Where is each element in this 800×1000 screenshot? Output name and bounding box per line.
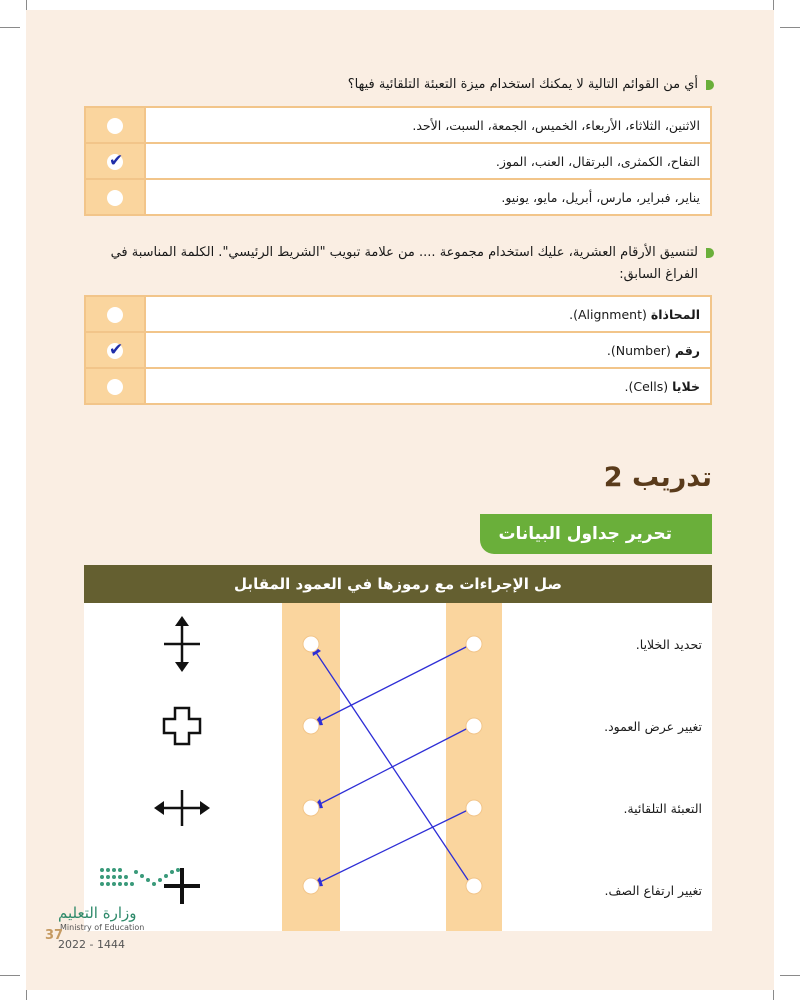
action-label: تغيير عرض العمود. [604,719,702,734]
radio-empty-icon[interactable] [107,190,123,206]
crop-mark [773,0,774,10]
radio-cell[interactable] [85,332,145,368]
connection-lines [311,644,472,887]
crop-mark [26,0,27,10]
radio-empty-icon[interactable] [107,379,123,395]
connector-dot [466,718,482,734]
white-cross-cursor-icon [164,708,200,744]
crop-mark [0,27,20,28]
crop-mark [26,990,27,1000]
bullet-icon [706,248,714,258]
bullet-icon [706,80,714,90]
radio-checked-icon[interactable] [107,151,124,171]
option-rest: (Number). [606,342,675,358]
crop-mark [0,975,20,976]
page-number: 37 [45,928,64,943]
question-2-line-1: لتنسيق الأرقام العشرية، عليك استخدام مجموعة .... من علامة تبويب "الشريط الرئيسي". الكلمة المناسبة في [110,245,698,260]
horizontal-resize-arrow-icon [154,790,210,826]
connection-line [315,651,472,886]
ministry-name-ar: وزارة التعليم [58,904,137,922]
connection-line [318,808,472,883]
connector-dot [303,800,319,816]
connector-dot [303,718,319,734]
option-rest: (Cells). [624,378,673,394]
radio-cell[interactable] [85,143,145,179]
option-text: يناير، فبراير، مارس، أبريل، مايو، يونيو. [145,179,711,215]
ministry-logo-icon [98,864,198,900]
question-2 [84,242,714,286]
crop-mark [780,975,800,976]
connection-line [318,644,472,722]
option-rest: (Alignment). [569,306,651,322]
crop-mark [780,27,800,28]
radio-cell[interactable] [85,368,145,404]
radio-empty-icon[interactable] [107,118,123,134]
option-row[interactable] [85,296,711,332]
option-row[interactable] [85,107,711,143]
connector-dot [466,800,482,816]
option-row[interactable] [85,332,711,368]
matching-header: صل الإجراءات مع رموزها في العمود المقابل [84,565,712,603]
option-row[interactable] [85,368,711,404]
connector-dot [466,878,482,894]
section-banner: تحرير جداول البيانات [480,514,712,554]
option-row[interactable] [85,143,711,179]
radio-cell[interactable] [85,179,145,215]
option-text [145,368,711,404]
exercise-title: تدريب 2 [603,462,712,493]
option-text: التفاح، الكمثرى، البرتقال، العنب، الموز. [145,143,711,179]
vertical-resize-arrow-icon [164,616,200,672]
radio-empty-icon[interactable] [107,307,123,323]
question-1 [348,74,714,96]
connector-dot [303,878,319,894]
ministry-name-en: Ministry of Education [60,923,145,932]
action-label: تغيير ارتفاع الصف. [604,883,702,898]
radio-checked-icon[interactable] [107,340,124,360]
option-row[interactable] [85,179,711,215]
question-2-options [84,295,712,405]
option-text [145,296,711,332]
connector-dot [466,636,482,652]
radio-cell[interactable] [85,107,145,143]
option-bold: رقم [674,342,700,358]
action-label: التعبئة التلقائية. [623,801,702,816]
question-2-line-2: الفراغ السابق: [619,267,698,282]
question-1-options [84,106,712,216]
connection-line [318,726,472,805]
checkmark-icon: ✔ [109,340,124,360]
option-text [145,332,711,368]
checkmark-icon: ✔ [109,151,124,171]
option-bold: المحاذاة [650,306,700,322]
action-label: تحديد الخلايا. [635,637,702,652]
edition-year: 2022 - 1444 [58,938,125,951]
crop-mark [773,990,774,1000]
option-bold: خلايا [672,378,700,394]
connector-dot [303,636,319,652]
question-1-text: أي من القوائم التالية لا يمكنك استخدام ميزة التعبئة التلقائية فيها؟ [347,77,698,92]
option-text: الاثنين، الثلاثاء، الأربعاء، الخميس، الجمعة، السبت، الأحد. [145,107,711,143]
radio-cell[interactable] [85,296,145,332]
